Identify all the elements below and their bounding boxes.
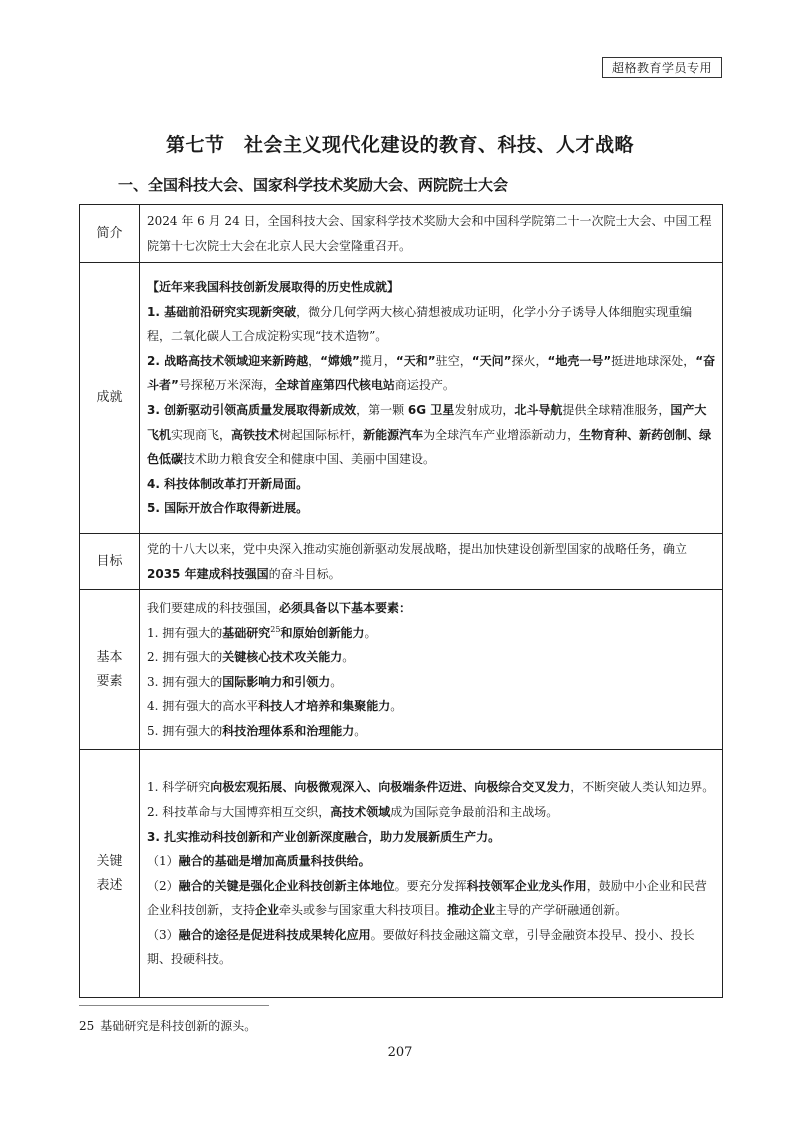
bold-text: 6G 卫星 [407,403,455,417]
bold-text: 关键核心技术攻关能力 [222,650,343,665]
row-elements [80,590,723,750]
list-item [147,621,716,646]
text-run: 2. 科技革命与大国博弈相互交织， [147,804,331,819]
page-number: 207 [387,1045,413,1060]
row-label-goal: 目标 [80,534,140,590]
bold-text: 科技治理体系和治理能力 [222,723,355,738]
text-run: 提供全球精准服务， [562,403,671,417]
summary-table [79,204,723,998]
bold-text: 融合的基础是增加高质量科技供给。 [178,854,371,869]
bold-text: 企业 [255,903,280,918]
list-item [147,825,716,850]
text-run: 2. 拥有强大的 [147,650,223,665]
text-run: 1. 科学研究 [147,780,211,795]
text-run: 驻空， [435,353,472,368]
list-item [147,496,716,521]
text-run: （1） [147,854,179,869]
bold-text: 3. 创新驱动引领高质量发展取得新成效 [147,403,357,417]
list-item [147,694,716,719]
text-run: 商运投产。 [394,378,455,393]
list-item [147,719,716,744]
text-run: 。 [342,650,355,665]
footnote [79,1017,256,1034]
achievements-heading: 【近年来我国科技创新发展取得的历史性成就】 [147,280,400,295]
goal-text [147,537,716,586]
bold-text: 2. 战略高技术领域迎来新跨越 [147,353,309,368]
key-list [147,775,716,972]
text-run: 1. 拥有强大的 [147,625,223,640]
bold-text: “嫦娥” [320,353,360,368]
text-run: 党的十八大以来，党中央深入推动实施创新驱动发展战略，提出加快建设创新型国家的战略任务，确立 [147,542,688,556]
text-run: ，鼓励中小企业和民营企业科技创新，支持 [147,878,707,918]
text-run: 发射成功， [454,403,515,417]
bold-text: 向极宏观拓展、向极微观深入、向极端条件迈进、向极综合交叉发力 [210,780,571,795]
text-run: 。要做好科技金融这篇文章，引导金融资本投早、投小、投长期、投硬科技。 [147,927,695,967]
bold-text: 1. 基础前沿研究实现新突破 [147,304,297,319]
bold-text: 国产大飞机 [147,403,707,442]
bold-text: 和原始创新能力 [280,625,365,640]
row-label-achievements: 成就 [80,263,140,534]
restricted-use-stamp: 超格教育学员专用 [602,57,722,78]
footnote-divider [79,1005,269,1006]
text-run: 探火， [511,353,548,368]
bold-text: 推动企业 [447,903,496,918]
bold-text: 高铁技术 [231,427,280,442]
text-run: 树起国际标杆， [279,427,364,442]
list-item [147,874,716,923]
bold-text: 3. 扎实推动科技创新和产业创新深度融合，助力发展新质生产力。 [147,829,501,844]
row-label-key [80,750,140,998]
footnote-number: 25 [79,1019,95,1033]
bold-text: 北斗导航 [514,403,563,417]
text-run: 。 [330,674,343,689]
bold-text: 4. 科技体制改革打开新局面。 [147,476,309,491]
text-run: 主导的产学研融通创新。 [495,903,628,918]
bold-text: 科技人才培养和集聚能力 [258,699,391,714]
bold-text: 5. 国际开放合作取得新进展。 [147,501,309,516]
row-label-key-line1: 关键 [96,853,123,869]
bold-text: 2035 年建成科技强国 [147,566,269,581]
list-item [147,849,716,874]
subsection-title: 一、全国科技大会、国家科学技术奖励大会、两院院士大会 [118,176,509,194]
text-run: 的奋斗目标。 [268,566,341,581]
text-run: ，微分几何学两大核心猜想被成功证明，化学小分子诱导人体细胞实现重编程，二氧化碳人工合成淀粉实现“技术造物”。 [147,304,693,344]
intro-content [140,205,723,263]
text-run: 号探秘万米深海， [178,378,275,393]
intro-text: 2024 年 6 月 24 日，全国科技大会、国家科学技术奖励大会和中国科学院第二十一次院士大会、中国工程院第十七次院士大会在北京人民大会堂隆重召开。 [147,213,712,253]
section-title: 第七节 社会主义现代化建设的教育、科技、人才战略 [165,134,634,156]
list-item [147,645,716,670]
text-run: 。 [364,625,377,640]
bold-text: “奋斗者” [147,353,716,393]
bold-text: “天问” [471,353,512,368]
bold-text: “天和” [395,353,436,368]
text-run: 揽月， [359,353,396,368]
text-run: （3） [147,927,179,942]
goal-content [140,534,723,590]
text-run: 牵头或参与国家重大科技项目。 [279,903,448,918]
row-label-elements-line1: 基本 [96,649,123,665]
list-item [147,670,716,695]
bold-text: 必须具备以下基本要素： [279,600,412,615]
bold-text: 基础研究 [222,625,271,640]
footnote-ref: 25 [270,624,281,634]
achievements-content [140,263,723,534]
text-run: 成为国际竞争最前沿和主战场。 [390,804,559,819]
text-run: 。要充分发挥 [394,878,467,893]
row-goal [80,534,723,590]
text-run: 实现商飞， [171,427,232,442]
list-item [147,398,716,472]
footnote-text: 基础研究是科技创新的源头。 [100,1019,257,1033]
elements-content [140,590,723,750]
elements-intro [147,596,716,621]
elements-list [147,621,716,744]
text-run: ，第一颗 [356,403,408,417]
row-key [80,750,723,998]
achievements-list [147,300,716,521]
text-run: 我们要建成的科技强国， [147,600,280,615]
list-item [147,923,716,972]
bold-text: 高技术领域 [330,804,391,819]
list-item [147,349,716,398]
text-run: 为全球汽车产业增添新动力， [423,427,580,442]
text-run: 技术助力粮食安全和健康中国、美丽中国建设。 [183,452,436,467]
text-run: ， [308,353,321,368]
key-content [140,750,723,998]
row-achievements [80,263,723,534]
bold-text: 生物育种、新药创制、绿色低碳 [147,427,712,467]
text-run: 3. 拥有强大的 [147,674,223,689]
bold-text: 全球首座第四代核电站 [274,378,395,393]
bold-text: 新能源汽车 [363,427,424,442]
text-run: 。 [354,723,367,738]
text-run: 挺进地球深处， [611,353,696,368]
bold-text: 融合的关键是强化企业科技创新主体地位 [178,878,395,893]
text-run: 。 [390,699,403,714]
text-run: （2） [147,878,179,893]
row-label-intro: 简介 [80,205,140,263]
bold-text: 融合的途径是促进科技成果转化应用 [178,927,371,942]
bold-text: 科技领军企业龙头作用 [466,878,587,893]
list-item [147,300,716,349]
list-item [147,800,716,825]
bold-text: 国际影响力和引领力 [222,674,331,689]
row-intro [80,205,723,263]
text-run: 4. 拥有强大的高水平 [147,699,259,714]
list-item [147,472,716,497]
list-item [147,775,716,800]
text-run: 5. 拥有强大的 [147,723,223,738]
text-run: ，不断突破人类认知边界。 [570,780,715,795]
row-label-key-line2: 表述 [96,877,123,893]
row-label-elements-line2: 要素 [96,673,123,689]
bold-text: “地壳一号” [547,353,612,368]
row-label-elements [80,590,140,750]
